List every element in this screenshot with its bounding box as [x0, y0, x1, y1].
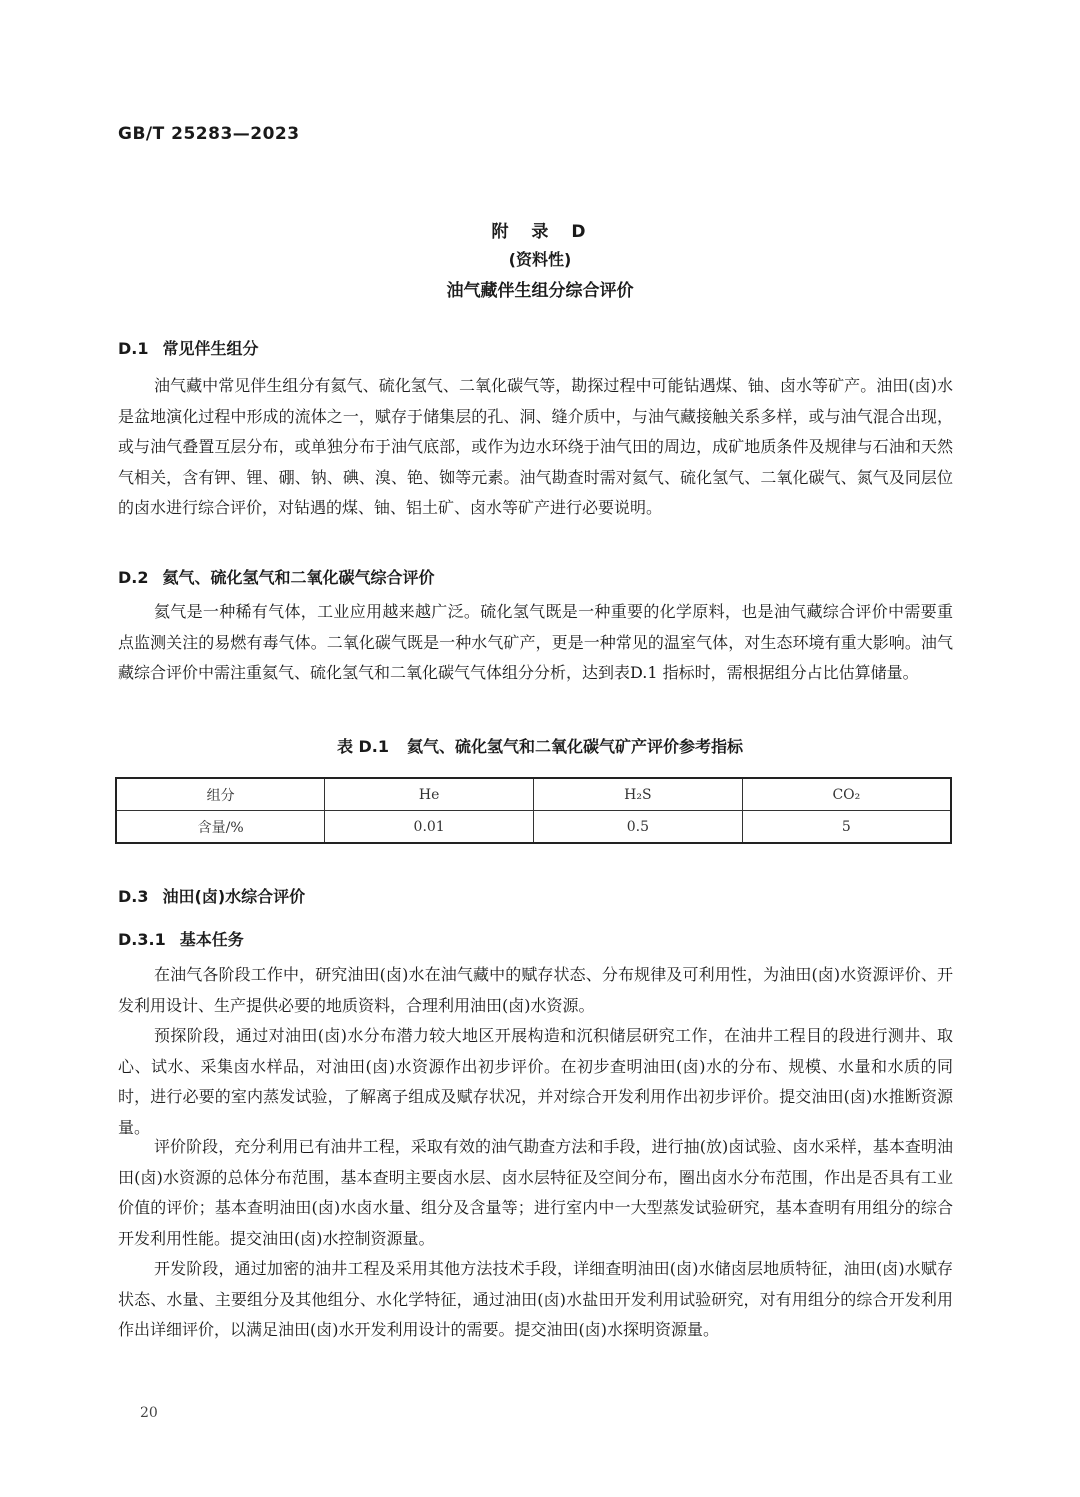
section-title: 基本任务: [179, 930, 244, 949]
section-number: D.1: [118, 339, 149, 358]
table-cell: He: [325, 778, 534, 811]
section-title: 常见伴生组分: [162, 339, 259, 358]
appendix-name: 油气藏伴生组分综合评价: [446, 281, 634, 301]
standard-code: GB/T 25283—2023: [118, 124, 300, 144]
table-cell: 组分: [116, 778, 325, 811]
table-cell: 0.01: [325, 811, 534, 844]
section-heading-d1: [118, 336, 259, 359]
paragraph-d31-1: 在油气各阶段工作中，研究油田(卤)水在油气藏中的赋存状态、分布规律及可利用性，为油田(卤)水资源评价、开发利用设计、生产提供必要的地质资料，合理利用油田(卤)水资源。: [118, 965, 953, 1015]
appendix-title: 附 录 D: [491, 222, 589, 242]
indicator-table: [115, 777, 952, 844]
paragraph-d31-3: 评价阶段，充分利用已有油井工程，采取有效的油气勘查方法和手段，进行抽(放)卤试验、卤水采样，基本查明油田(卤)水资源的总体分布范围，基本查明主要卤水层、卤水层特征及空间分布，圈出卤水分布范围，作出是否具有工业价值的评价；基本查明油田(卤)水卤水量、组分及含量等；进行室内中一大型蒸发试验研究，基本查明有用组分的综合开发利用性能。提交油田(卤)水控制资源量。: [118, 1137, 953, 1248]
appendix-nature: (资料性): [508, 250, 572, 269]
section-heading-d3: [118, 884, 305, 907]
paragraph-d31-4: 开发阶段，通过加密的油井工程及采用其他方法技术手段，详细查明油田(卤)水储卤层地质特征，油田(卤)水赋存状态、水量、主要组分及其他组分、水化学特征，通过油田(卤)水盐田开发利用试验研究，对有用组分的综合开发利用作出详细评价，以满足油田(卤)水开发利用设计的需要。提交油田(卤)水探明资源量。: [118, 1259, 953, 1339]
section-title: 油田(卤)水综合评价: [162, 887, 306, 906]
table-cell: 含量/%: [116, 811, 325, 844]
section-number: D.2: [118, 568, 149, 587]
section-title: 氦气、硫化氢气和二氧化碳气综合评价: [162, 568, 435, 587]
table-cell: 0.5: [534, 811, 743, 844]
table-row: [116, 811, 951, 844]
paragraph-d1: 油气藏中常见伴生组分有氦气、硫化氢气、二氧化碳气等，勘探过程中可能钻遇煤、铀、卤水等矿产。油田(卤)水是盆地演化过程中形成的流体之一，赋存于储集层的孔、洞、缝介质中，与油气藏接触关系多样，或与油气混合出现，或与油气叠置互层分布，或单独分布于油气底部，或作为边水环绕于油气田的周边，成矿地质条件及规律与石油和天然气相关，含有钾、锂、硼、钠、碘、溴、铯、铷等元素。油气勘查时需对氦气、硫化氢气、二氧化碳气、氮气及同层位的卤水进行综合评价，对钻遇的煤、铀、铝土矿、卤水等矿产进行必要说明。: [118, 376, 953, 517]
table-header-row: [116, 778, 951, 811]
table-caption: [0, 734, 1080, 757]
page-number: 20: [140, 1405, 158, 1421]
table-cell: H₂S: [534, 778, 743, 811]
table-cell: CO₂: [742, 778, 951, 811]
paragraph-d31-2: 预探阶段，通过对油田(卤)水分布潜力较大地区开展构造和沉积储层研究工作，在油井工程目的段进行测井、取心、试水、采集卤水样品，对油田(卤)水资源作出初步评价。在初步查明油田(卤)水的分布、规模、水量和水质的同时，进行必要的室内蒸发试验，了解离子组成及赋存状况，并对综合开发利用作出初步评价。提交油田(卤)水推断资源量。: [118, 1026, 953, 1137]
section-heading-d31: [118, 927, 244, 950]
section-heading-d2: [118, 565, 435, 588]
section-number: D.3.1: [118, 930, 166, 949]
section-number: D.3: [118, 887, 149, 906]
table-caption-label: 表 D.1: [336, 737, 390, 756]
paragraph-d2: 氦气是一种稀有气体，工业应用越来越广泛。硫化氢气既是一种重要的化学原料，也是油气藏综合评价中需要重点监测关注的易燃有毒气体。二氧化碳气既是一种水气矿产，更是一种常见的温室气体，对生态环境有重大影响。油气藏综合评价中需注重氦气、硫化氢气和二氧化碳气气体组分分析，达到表D.1 指标时，需根据组分占比估算储量。: [118, 602, 953, 682]
table-cell: 5: [742, 811, 951, 844]
table-caption-title: 氦气、硫化氢气和二氧化碳气矿产评价参考指标: [407, 737, 744, 756]
